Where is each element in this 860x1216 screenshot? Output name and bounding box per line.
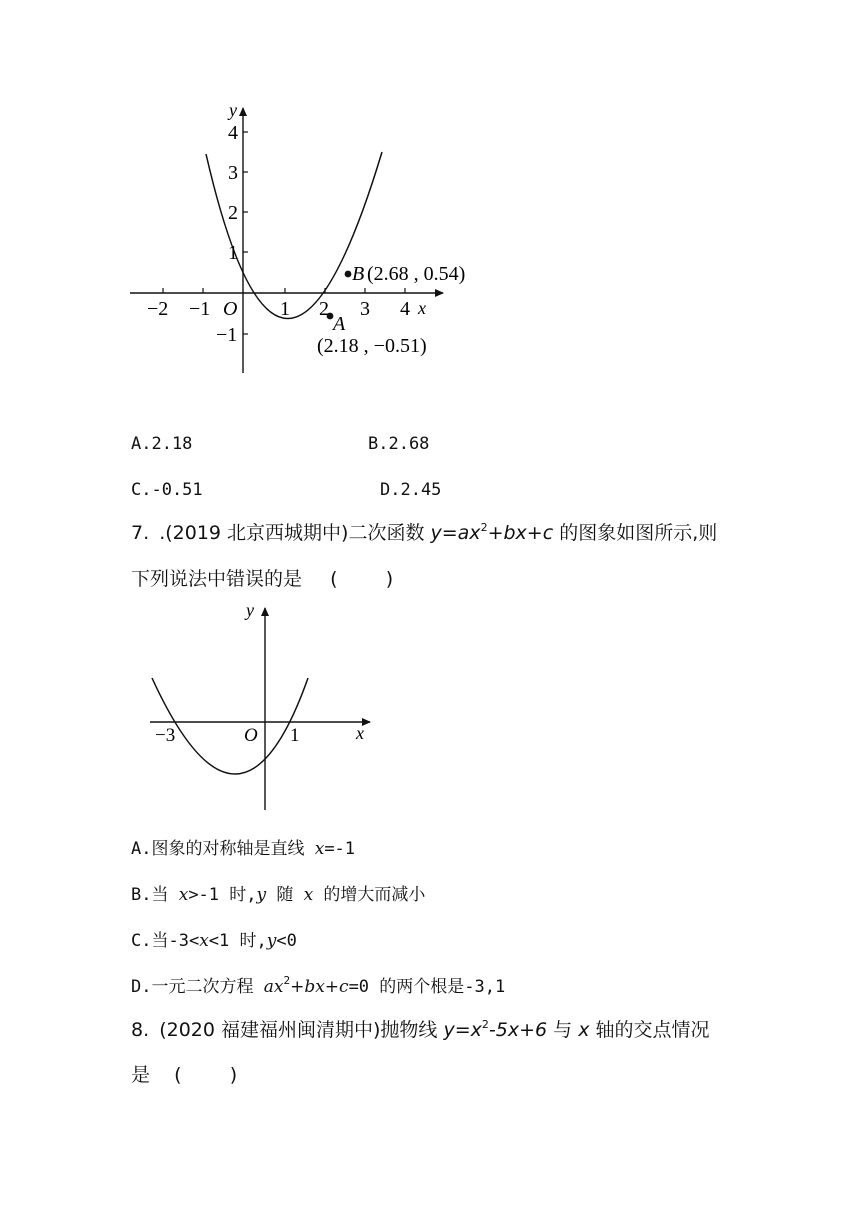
question-8-number: 8. — [131, 1019, 150, 1041]
option-7a — [131, 836, 355, 862]
option-7a-value: =-1 — [324, 839, 356, 859]
question-7-stem-tail: 的图象如图所示,则 — [559, 522, 718, 544]
option-7d-eq-a: ax — [263, 977, 284, 997]
y-tick-label-3: 3 — [228, 162, 238, 184]
x-tick-label-neg2: −2 — [147, 298, 169, 320]
root-label-neg3: −3 — [155, 725, 176, 746]
x-tick-label-4: 4 — [400, 298, 410, 320]
option-7c-var1: x — [199, 931, 209, 951]
y-tick-label-1: 1 — [228, 242, 238, 264]
point-b-coords: (2.68 , 0.54) — [367, 263, 466, 285]
option-7d-eq-c: +c — [324, 977, 349, 997]
question-7-blank: ( ) — [330, 568, 394, 590]
y-tick-label-4: 4 — [228, 122, 238, 144]
parabola-curve — [152, 678, 308, 774]
question-7-stem — [131, 520, 717, 546]
option-6d: D.2.45 — [380, 480, 442, 500]
question-8-stem-line2 — [131, 1062, 237, 1088]
origin-label: O — [223, 298, 238, 320]
point-a-coords: (2.18 , −0.51) — [317, 335, 427, 357]
question-8-stem-tail2: 轴的交点情况 — [595, 1019, 710, 1041]
question-8-axis-var: x — [578, 1019, 590, 1041]
question-7-sup: 2 — [480, 521, 488, 534]
question-8-func-y: y=x — [443, 1019, 482, 1041]
option-7d-prefix: D.一元二次方程 — [131, 977, 264, 997]
x-axis-label: x — [418, 298, 426, 318]
question-8-stem-line2-text: 是 — [131, 1064, 151, 1086]
option-7b — [131, 882, 425, 908]
option-7c-prefix: C.当-3< — [131, 931, 200, 951]
option-7d-sup: 2 — [283, 974, 291, 987]
question-8-sup: 2 — [481, 1018, 489, 1031]
option-7b-mid2: 随 — [266, 885, 304, 905]
figure-2-parabola-graph — [140, 598, 390, 816]
question-8-source: (2020 福建福州闽清期中)抛物线 — [159, 1019, 438, 1041]
option-7b-tail: 的增大而减小 — [313, 885, 426, 905]
root-label-1: 1 — [290, 725, 300, 746]
option-7a-var: x — [314, 839, 325, 859]
option-7a-text: A.图象的对称轴是直线 — [131, 839, 315, 859]
origin-label: O — [244, 725, 258, 746]
figure-1-parabola-graph — [110, 90, 510, 390]
y-axis-label: y — [229, 100, 237, 120]
option-6a: A.2.18 — [131, 434, 193, 454]
option-7c-mid: <1 时, — [208, 931, 267, 951]
option-7b-var3: x — [303, 885, 314, 905]
question-8-stem-tail: 与 — [553, 1019, 573, 1041]
x-tick-label-neg1: −1 — [189, 298, 211, 320]
y-tick-label-neg1: −1 — [216, 324, 238, 346]
point-a-label: A — [333, 313, 346, 335]
option-7d-eq-b: +bx — [290, 977, 325, 997]
x-tick-label-2: 2 — [319, 298, 329, 320]
question-7-stem-line2-text: 下列说法中错误的是 — [131, 568, 303, 590]
option-7d-tail: =0 的两个根是-3,1 — [348, 977, 506, 997]
option-7b-prefix: B.当 — [131, 885, 179, 905]
option-6b: B.2.68 — [368, 434, 430, 454]
point-b-label: B — [352, 263, 365, 285]
option-7c — [131, 928, 297, 954]
question-7-source: .(2019 北京西城期中)二次函数 — [159, 522, 425, 544]
question-8-stem — [131, 1017, 710, 1043]
option-7b-mid1: >-1 时, — [188, 885, 257, 905]
option-7d — [131, 974, 505, 1000]
question-7-stem-line2 — [131, 566, 393, 592]
x-tick-label-1: 1 — [280, 298, 290, 320]
point-b-dot — [345, 271, 352, 278]
question-8-blank: ( ) — [174, 1064, 238, 1086]
x-axis-label: x — [356, 723, 364, 743]
option-7b-var1: x — [178, 885, 189, 905]
question-7-func-y: y=ax — [430, 522, 481, 544]
y-axis-label: y — [246, 600, 254, 620]
option-6c: C.-0.51 — [131, 480, 203, 500]
y-tick-label-2: 2 — [228, 202, 238, 224]
question-7-number: 7. — [131, 522, 150, 544]
question-8-func-rest: -5x+6 — [488, 1019, 548, 1041]
question-7-func-rest: +bx+c — [487, 522, 554, 544]
option-7c-var2: y — [266, 931, 277, 951]
x-tick-label-3: 3 — [360, 298, 370, 320]
option-7c-tail: <0 — [276, 931, 297, 951]
option-7b-var2: y — [256, 885, 267, 905]
